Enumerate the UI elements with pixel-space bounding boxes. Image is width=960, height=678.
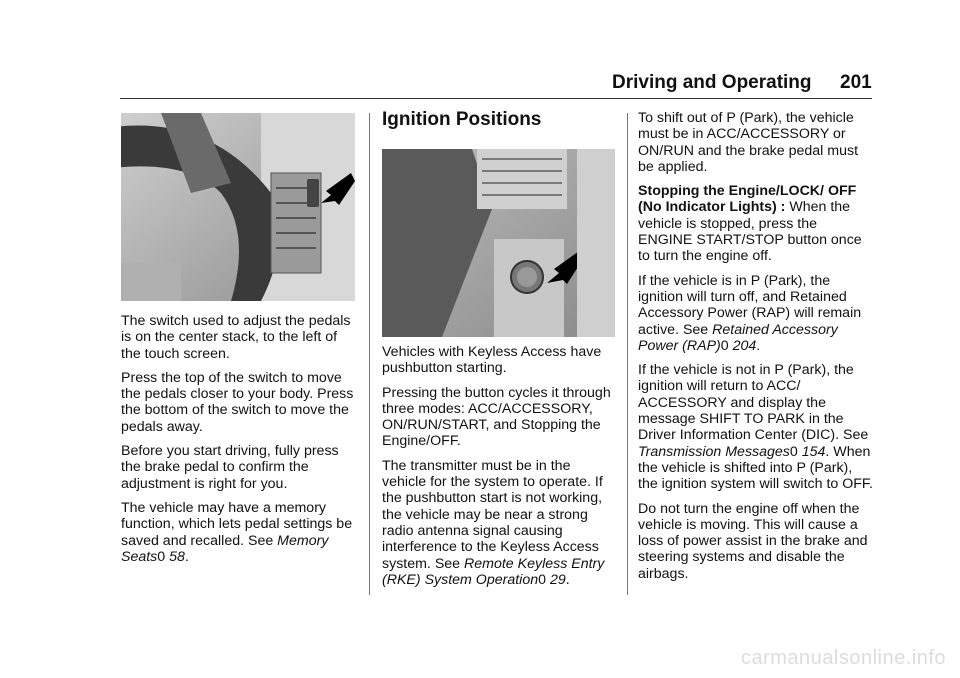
column-divider	[369, 113, 370, 595]
pedal-switch-illustration	[121, 113, 355, 301]
rap-link[interactable]: Retained Accessory Power (RAP)	[638, 321, 838, 354]
paragraph: The vehicle may have a memory function, which lets pedal settings be saved and recalled. See Memory Seats0 58.	[121, 499, 353, 565]
section-heading: Ignition Positions	[382, 109, 542, 130]
header-rule	[120, 98, 872, 99]
paragraph: The transmitter must be in the vehicle for the system to operate. If the pushbutton start is not working, the vehicle may be near a strong radio antenna signal causing interference to the Keyless Access system. See Remote Keyless Entry (RKE) System Operation0 29.	[382, 457, 605, 588]
transmission-messages-link[interactable]: Transmission Messages	[638, 443, 790, 460]
page-ref[interactable]: 29	[549, 571, 566, 588]
rke-system-link[interactable]: Remote Keyless Entry (RKE) System Operation	[382, 555, 605, 588]
page-ref[interactable]: 58	[169, 548, 185, 565]
page-ref-icon: 0	[789, 443, 798, 460]
column-left	[121, 313, 359, 573]
page-ref-icon: 0	[720, 337, 729, 354]
paragraph: Press the top of the switch to move the pedals closer to your body. Press the bottom of the switch to move the pedals away.	[121, 369, 354, 435]
page-number: 201	[840, 72, 872, 93]
paragraph: Stopping the Engine/LOCK/ OFF (No Indicator Lights) : When the vehicle is stopped, press the ENGINE START/STOP button once to turn the engine off.	[638, 183, 862, 265]
paragraph: If the vehicle is in P (Park), the ignition will turn off, and Retained Accessory Power (RAP) will remain active. See Retained Accessory Power (RAP)0 204.	[638, 272, 862, 354]
column-divider	[627, 113, 628, 595]
page-ref-icon: 0	[538, 571, 547, 588]
page-ref[interactable]: 204	[732, 337, 757, 354]
column-middle	[382, 344, 618, 596]
paragraph: Pressing the button cycles it through three modes: ACC/ACCESSORY, ON/RUN/START, and Stopping the Engine/OFF.	[382, 384, 611, 450]
paragraph: The switch used to adjust the pedals is on the center stack, to the left of the touch screen.	[121, 313, 351, 362]
memory-seats-link[interactable]: Memory Seats	[121, 532, 329, 565]
page-ref-icon: 0	[157, 548, 166, 565]
page-header-title: Driving and Operating	[612, 72, 812, 93]
paragraph: If the vehicle is not in P (Park), the ignition will return to ACC/ ACCESSORY and display the message SHIFT TO PARK in the Driver Information Center (DIC). See Transmission Messages0 154. When the vehicle is shifted into P (Park), the ignition system will switch to OFF.	[638, 362, 873, 493]
watermark: carmanualsonline.info	[740, 647, 946, 669]
paragraph: Do not turn the engine off when the vehicle is moving. This will cause a loss of power assist in the brake and steering systems and disable the airbags.	[638, 500, 868, 582]
paragraph: To shift out of P (Park), the vehicle must be in ACC/ACCESSORY or ON/RUN and the brake pedal must be applied.	[638, 110, 859, 175]
paragraph: Vehicles with Keyless Access have pushbutton starting.	[382, 344, 602, 377]
start-button-illustration	[382, 149, 615, 337]
paragraph: Before you start driving, fully press the brake pedal to confirm the adjustment is right for you.	[121, 443, 339, 492]
page-ref[interactable]: 154	[801, 443, 826, 460]
column-right	[638, 110, 874, 590]
